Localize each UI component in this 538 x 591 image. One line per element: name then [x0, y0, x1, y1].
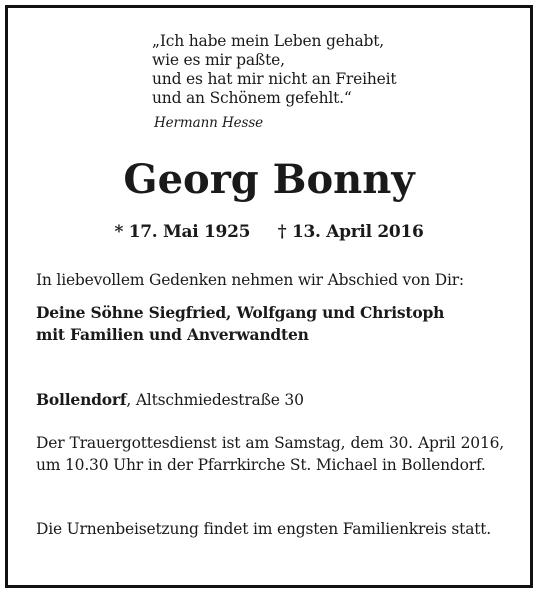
death-date: † 13. April 2016 [277, 222, 424, 242]
mourners [36, 302, 504, 346]
mourners-line-2: mit Familien und Anverwandten [36, 325, 309, 344]
address-street: , Altschmiedestraße 30 [126, 391, 304, 409]
farewell-intro: In liebevollem Gedenken nehmen wir Abschied von Dir: [36, 271, 464, 289]
mourners-line-1: Deine Söhne Siegfried, Wolfgang und Christoph [36, 303, 445, 322]
hesse-quote [152, 32, 396, 108]
quote-line-2: wie es mir paßte, [152, 51, 285, 69]
quote-line-1: „Ich habe mein Leben gehabt, [152, 32, 384, 50]
quote-line-3: und es hat mir nicht an Freiheit [152, 70, 397, 88]
family-address [36, 389, 504, 411]
address-town: Bollendorf [36, 390, 127, 409]
birth-date: * 17. Mai 1925 [114, 222, 251, 242]
funeral-service-info: Der Trauergottesdienst ist am Samstag, dem 30. April 2016, um 10.30 Uhr in der Pfarrkirche St. Michael in Bollendorf. [36, 434, 504, 474]
deceased-name: Georg Bonny [123, 156, 415, 203]
quote-line-4: und an Schönem gefehlt.“ [152, 89, 352, 107]
urn-burial-info: Die Urnenbeisetzung findet im engsten Familienkreis statt. [36, 520, 492, 538]
quote-author: Hermann Hesse [154, 115, 264, 131]
life-dates [0, 222, 538, 242]
